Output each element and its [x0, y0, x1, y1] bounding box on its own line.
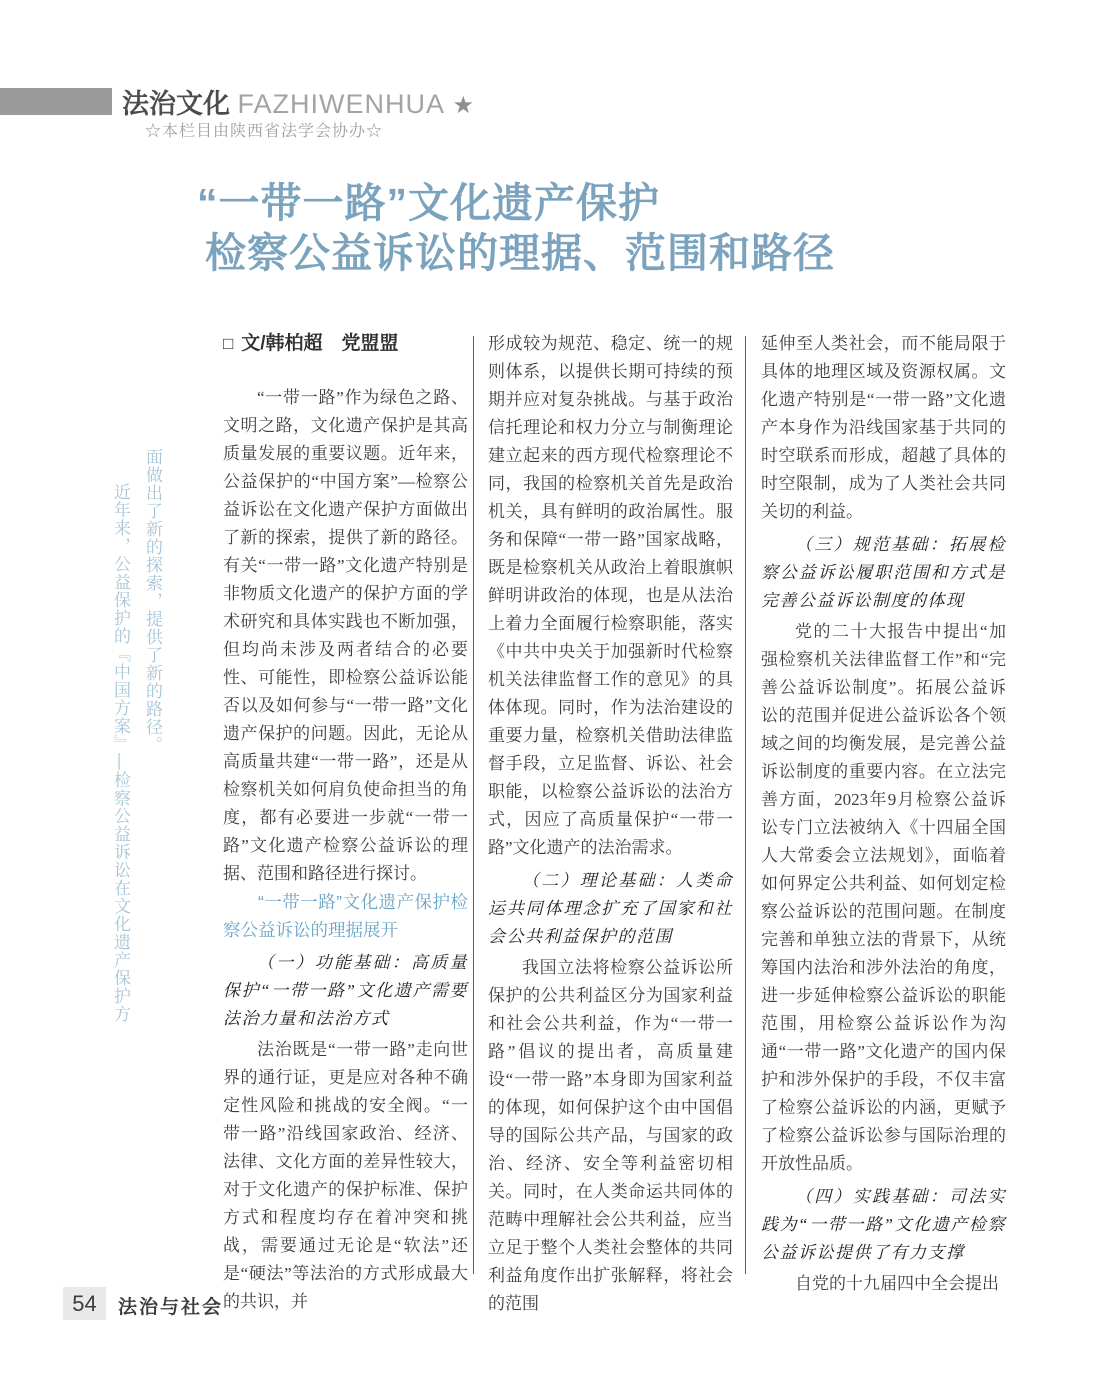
subheading-4: （四）实践基础：司法实践为“一带一路”文化遗产检察公益诉讼提供了有力支撑	[761, 1187, 1006, 1262]
section-heading-blue: “一带一路”文化遗产保护检察公益诉讼的理据展开	[223, 892, 468, 940]
paragraph: 延伸至人类社会，而不能局限于具体的地理区域及资源权属。文化遗产特别是“一带一路”文化遗产本身作为沿线国家基于共同的时空联系而形成，超越了具体的时空限制，成为了人类社会共同关切的利益。	[761, 334, 1006, 521]
subheading-3: （三）规范基础：拓展检察公益诉讼履职范围和方式是完善公益诉讼制度的体现	[761, 535, 1006, 610]
subheading-1: （一）功能基础：高质量保护“一带一路”文化遗产需要法治力量和法治方式	[223, 953, 468, 1028]
paragraph: 形成较为规范、稳定、统一的规则体系，以提供长期可持续的预期并应对复杂挑战。与基于政治信托理论和权力分立与制衡理论建立起来的西方现代检察理论不同，我国的检察机关首先是政治机关，具有鲜明的政治属性。服务和保障“一带一路”国家战略，既是检察机关从政治上着眼旗帜鲜明讲政治的体现，也是从法治上着力全面履行检察职能，落实《中共中央关于加强新时代检察机关法律监督工作的意见》的具体体现。同时，作为法治建设的重要力量，检察机关借助法律监督手段，立足监督、诉讼、社会职能，以检察公益诉讼的法治方式，因应了高质量保护“一带一路”文化遗产的法治需求。	[488, 334, 733, 857]
column-divider-2	[745, 336, 746, 1274]
subheading-2: （二）理论基础：人类命运共同体理念扩充了国家和社会公共利益保护的范围	[488, 871, 733, 946]
paragraph: 法治既是“一带一路”走向世界的通行证，更是应对各种不确定性风险和挑战的安全阀。“一带一路”沿线国家政治、经济、法律、文化方面的差异性较大，对于文化遗产的保护标准、保护方式和程度均存在着冲突和挑战，需要通过无论是“软法”还是“硬法”等法治的方式形成最大的共识，并	[223, 1040, 468, 1311]
vertical-quote-continuation: 面做出了新的探索，提供了新的路径。	[143, 448, 162, 754]
column-header	[122, 82, 474, 121]
journal-name: 法治与社会	[118, 1297, 224, 1318]
article-title-line1: “一带一路”文化遗产保护	[197, 180, 660, 226]
column-divider-1	[473, 336, 474, 1274]
article-title	[197, 178, 835, 278]
paragraph: 自党的十九届四中全会提出	[795, 1274, 999, 1293]
column-subtitle: ☆本栏目由陕西省法学会协办☆	[145, 123, 384, 140]
article-title-line2: 检察公益诉讼的理据、范围和路径	[205, 230, 835, 276]
column-title-cn: 法治文化	[122, 89, 230, 119]
paragraph: “一带一路”作为绿色之路、文明之路，文化遗产保护是其高质量发展的重要议题。近年来，公益保护的“中国方案”—检察公益诉讼在文化遗产保护方面做出了新的探索，提供了新的路径。有关“一带一路”文化遗产特别是非物质文化遗产的保护方面的学术研究和具体实践也不断加强，但均尚未涉及两者结合的必要性、可能性，即检察公益诉讼能否以及如何参与“一带一路”文化遗产保护的问题。因此，无论从高质量共建“一带一路”，还是从检察机关如何肩负使命担当的角度，都有必要进一步就“一带一路”文化遗产检察公益诉讼的理据、范围和路径进行探讨。	[223, 388, 468, 883]
text-column-2	[488, 330, 733, 1318]
paragraph: 我国立法将检察公益诉讼所保护的公共利益区分为国家利益和社会公共利益，作为“一带一路”倡议的提出者，高质量建设“一带一路”本身即为国家利益的体现，如何保护这个由中国倡导的国际公共产品，与国家的政治、经济、安全等利益密切相关。同时，在人类命运共同体的范畴中理解社会公共利益，应当立足于整个人类社会整体的共同利益角度作出扩张解释，将社会的范围	[488, 958, 733, 1313]
text-column-1	[223, 330, 468, 1316]
byline-square-icon: □	[223, 334, 234, 353]
vertical-quote-start: 近年来，公益保护的『中国方案』—检察公益诉讼在文化遗产保护方	[111, 483, 130, 1023]
byline	[223, 330, 468, 358]
text-column-3	[761, 330, 1006, 1298]
column-title-en: FAZHIWENHUA	[237, 89, 446, 119]
page-number: 54	[63, 1287, 106, 1320]
byline-text: 文/韩柏超 党盟盟	[241, 333, 399, 354]
paragraph: 党的二十大报告中提出“加强检察机关法律监督工作”和“完善公益诉讼制度”。拓展公益诉讼的范围并促进公益诉讼各个领域之间的均衡发展，是完善公益诉讼制度的重要内容。在立法完善方面，2023年9月检察公益诉讼专门立法被纳入《十四届全国人大常委会立法规划》，面临着如何界定公共利益、如何划定检察公益诉讼的范围问题。在制度完善和单独立法的背景下，从统筹国内法治和涉外法治的角度，进一步延伸检察公益诉讼的职能范围，用检察公益诉讼作为沟通“一带一路”文化遗产的国内保护和涉外保护的手段，不仅丰富了检察公益诉讼的内涵，更赋予了检察公益诉讼参与国际治理的开放性品质。	[761, 622, 1006, 1173]
star-icon: ★	[452, 92, 475, 119]
header-accent-bar	[0, 88, 112, 115]
